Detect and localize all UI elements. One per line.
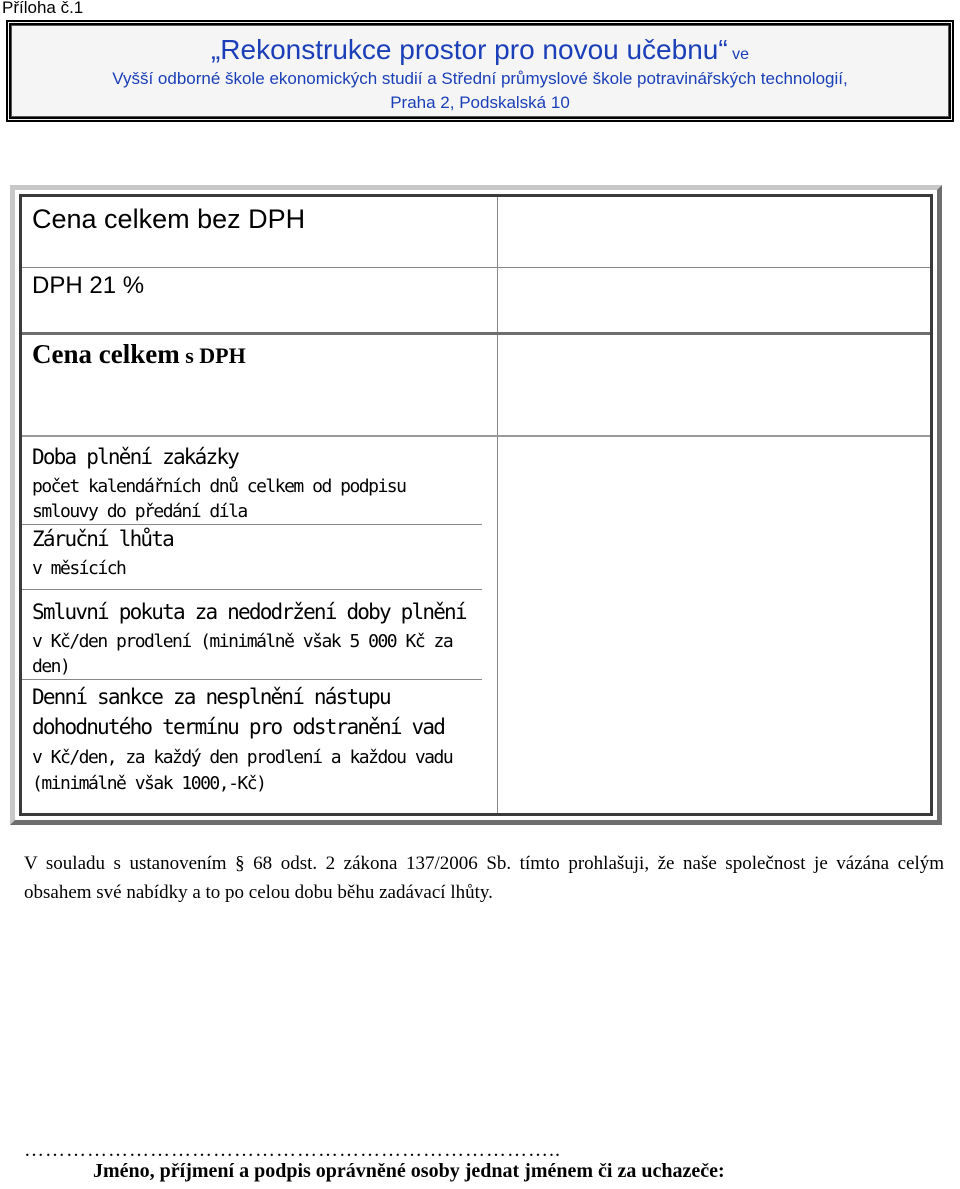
row-divider-4 xyxy=(22,524,482,525)
header-box xyxy=(6,20,954,122)
project-title-line xyxy=(11,34,949,66)
row-divider-6 xyxy=(22,679,482,680)
school-name-line1: Vyšší odborné škole ekonomických studií a Střední průmyslové škole potravinářských technologií, xyxy=(112,69,848,88)
price-without-vat-label: Cena celkem bez DPH xyxy=(32,204,306,234)
project-title: Rekonstrukce prostor pro novou učebnu xyxy=(220,34,719,65)
sanction-desc-line1: v Kč/den, za každý den prodlení a každou vadu xyxy=(32,747,453,768)
title-suffix: ve xyxy=(727,46,750,63)
vat-label: DPH 21 % xyxy=(32,272,145,299)
title-open-quote: „ xyxy=(210,34,221,65)
row-divider-3 xyxy=(22,435,930,437)
sanction-label-line1: Denní sankce za nesplnění nástupu xyxy=(32,685,390,709)
signature-line: ………………………………………………………………….. xyxy=(24,1139,561,1161)
penalty-desc-line1: v Kč/den prodlení (minimálně však 5 000 Kč za xyxy=(32,631,453,652)
school-address-line2: Praha 2, Podskalská 10 xyxy=(390,93,570,112)
row-divider-2 xyxy=(22,332,930,335)
declaration-statement: V souladu s ustanovením § 68 odst. 2 zákona 137/2006 Sb. tímto prohlašuji, že naše společnost je vázána celým obsahem své nabídky a to po celou dobu běhu zadávací lhůty. xyxy=(24,853,944,903)
completion-time-desc-line1: počet kalendářních dnů celkem od podpisu xyxy=(32,476,406,497)
title-close-quote: “ xyxy=(718,34,728,65)
price-with-vat-main: Cena celkem xyxy=(32,339,180,369)
attachment-label: Příloha č.1 xyxy=(2,0,84,17)
signature-label: Jméno, příjmení a podpis oprávněné osoby jednat jménem či za uchazeče: xyxy=(93,1160,725,1182)
penalty-desc-line2: den) xyxy=(32,656,70,677)
sanction-label-line2: dohodnutého termínu pro odstranění vad xyxy=(32,715,445,739)
sanction-desc-line2: (minimálně však 1000,-Kč) xyxy=(32,773,266,794)
completion-time-label: Doba plnění zakázky xyxy=(32,445,239,469)
warranty-label: Záruční lhůta xyxy=(32,527,173,551)
warranty-unit-label: v měsících xyxy=(32,558,126,579)
completion-time-desc-line2: smlouvy do předání díla xyxy=(32,501,247,522)
offer-form-frame xyxy=(19,194,933,816)
price-with-vat-suffix: s DPH xyxy=(179,343,246,368)
row-divider-5 xyxy=(22,589,482,590)
column-divider xyxy=(497,197,498,813)
row-divider-1 xyxy=(22,267,930,268)
price-with-vat-label xyxy=(32,339,246,370)
penalty-label: Smluvní pokuta za nedodržení doby plnění xyxy=(32,600,466,624)
offer-form-table xyxy=(10,185,942,825)
